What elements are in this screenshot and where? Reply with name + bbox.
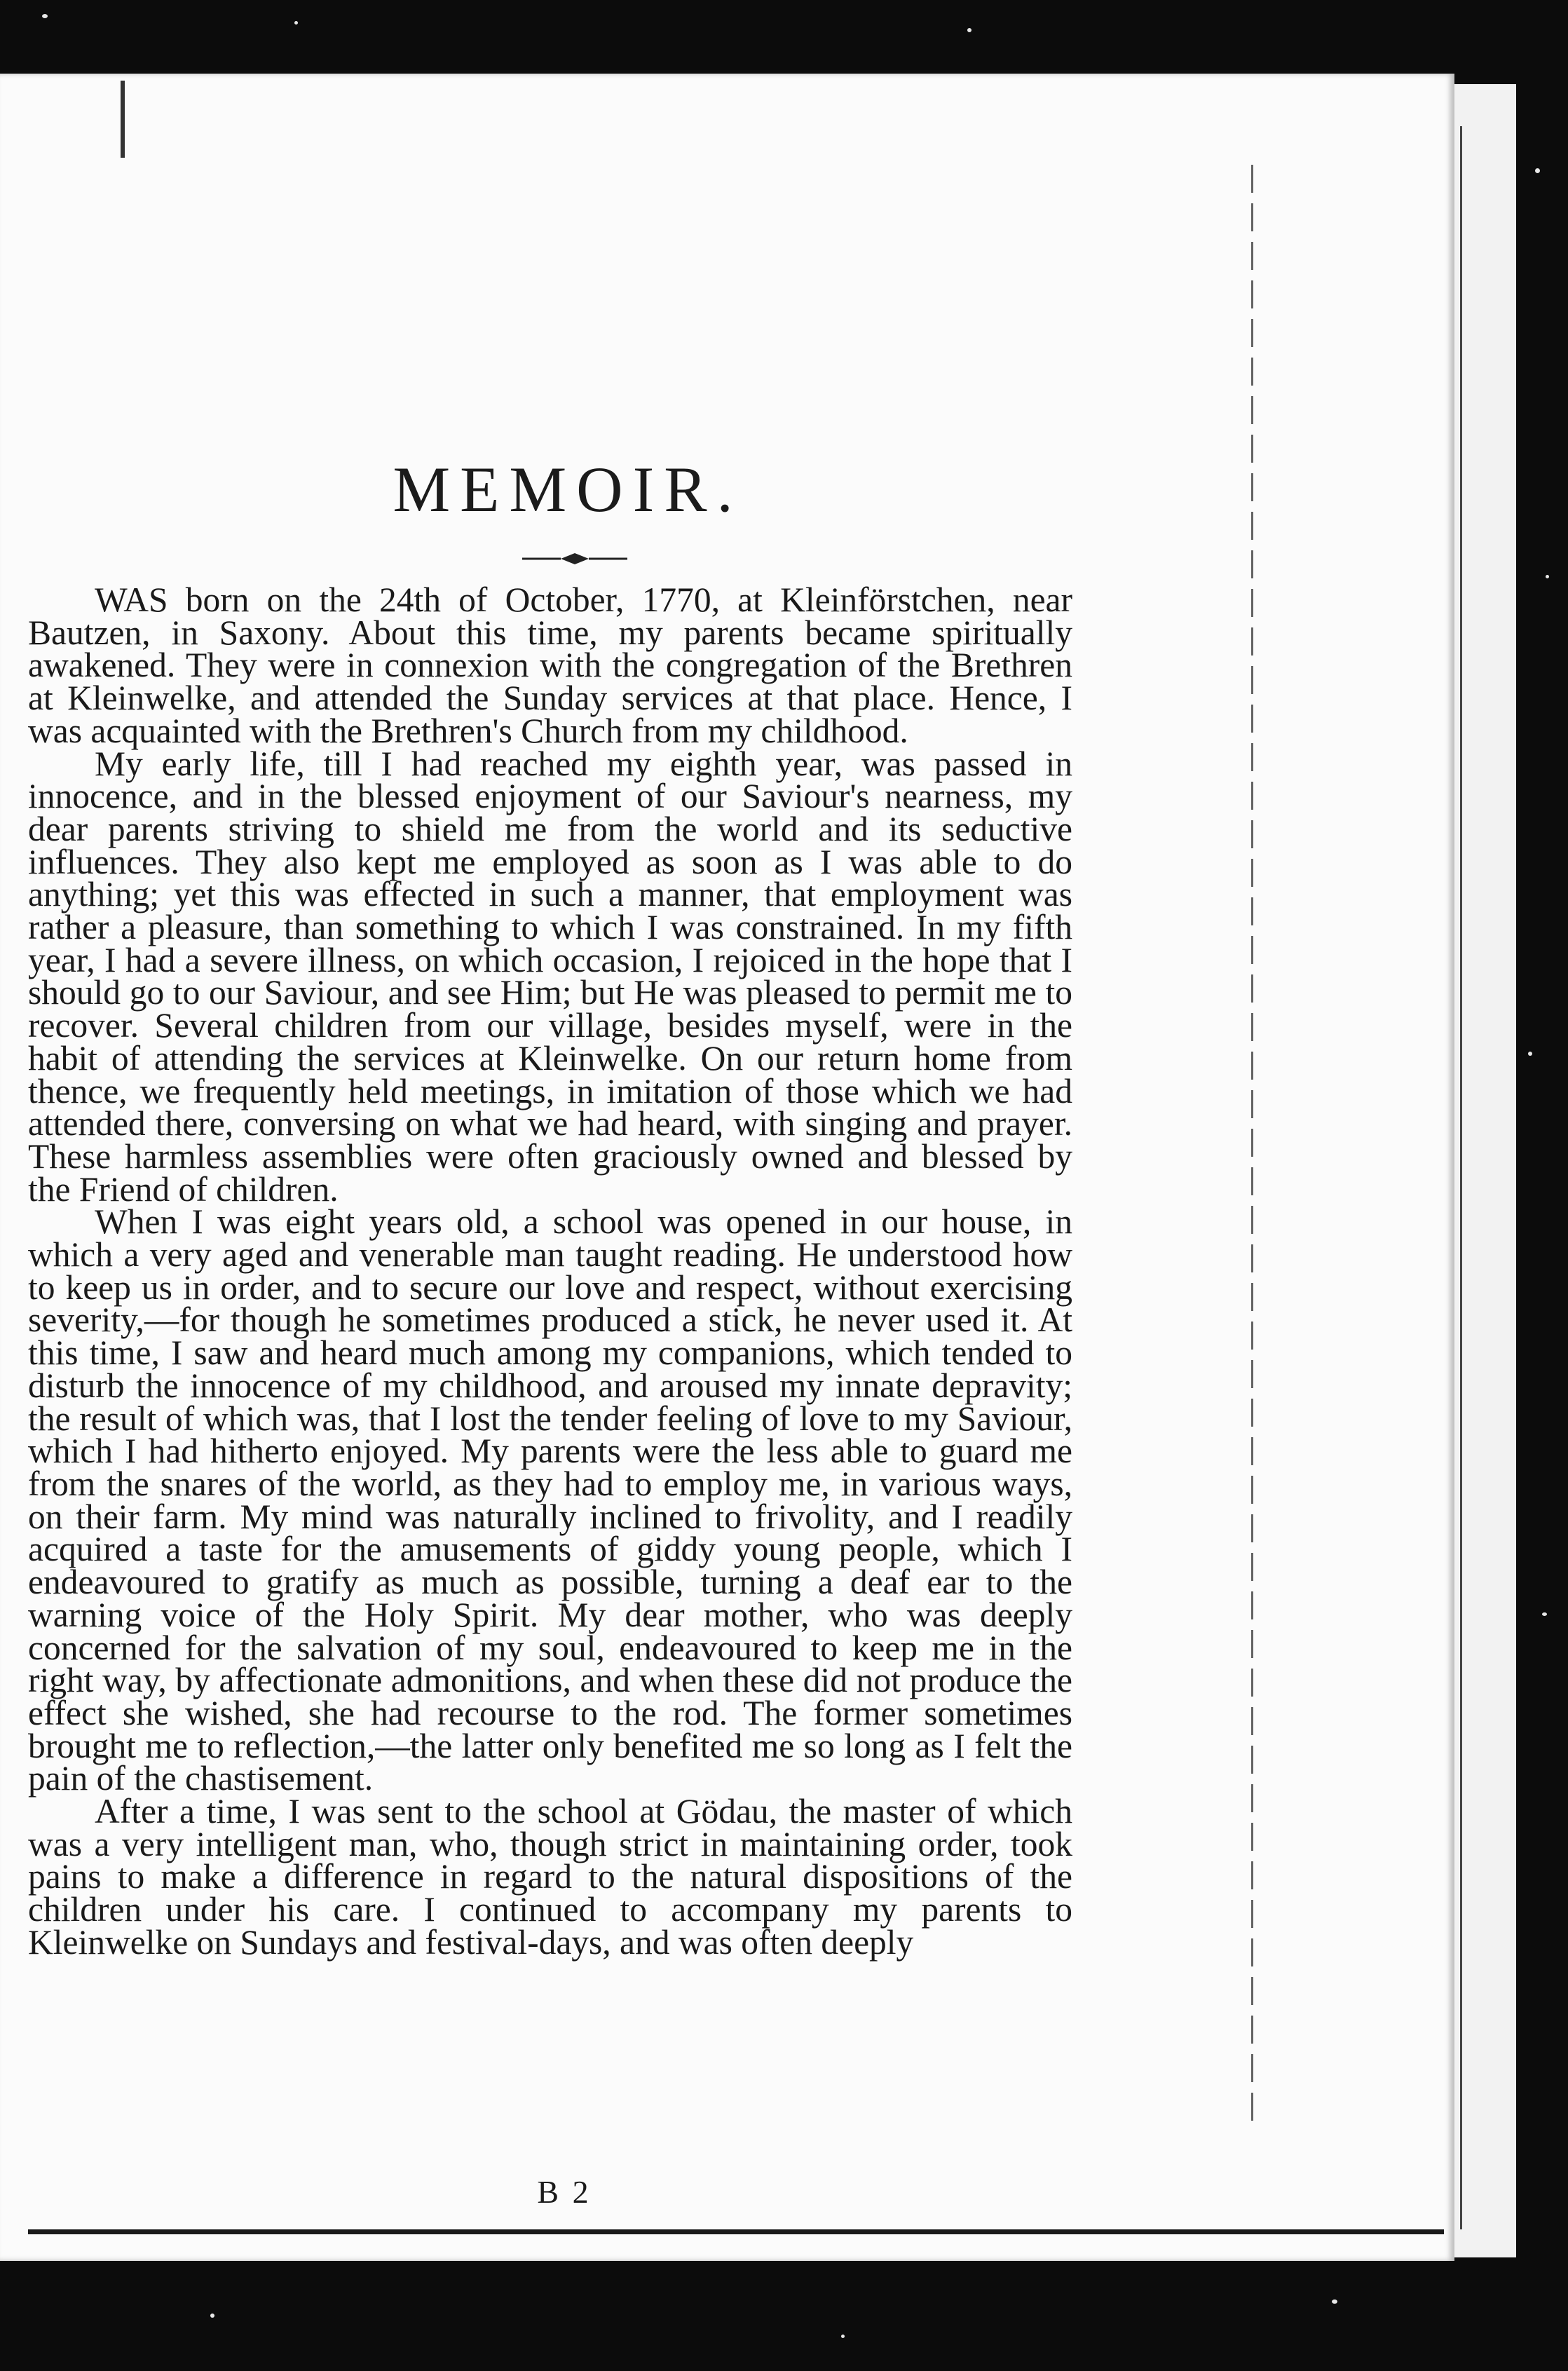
body-text — [28, 580, 1072, 1962]
scan-speck — [1528, 1052, 1532, 1056]
bottom-rule — [28, 2229, 1444, 2234]
scan-speck — [42, 14, 48, 18]
margin-rule — [1251, 165, 1253, 2128]
paragraph: When I was eight years old, a school was opened in our house, in which a very aged and venerable man taught reading. He understood how to keep us in order, and to secure our love and respect, without exercising severity,—for though he sometimes produced a stick, he never used it. At this time, I saw and heard much among my companions, which tended to disturb the innocence of my childhood, and aroused my innate depravity; the result of which was, that I lost the tender feeling of love to my Saviour, which I had hitherto enjoyed. My parents were the less able to guard me from the snares of the world, as they had to employ me, in various ways, on their farm. My mind was naturally inclined to frivolity, and I readily acquired a taste for the amusements of giddy young people, which I endeavoured to gratify as much as possible, turning a deaf ear to the warning voice of the Holy Spirit. My dear mother, who was deeply concerned for the salvation of my soul, endeavoured to keep me in the right way, by affectionate admonitions, and when these did not produce the effect she wished, she had recourse to the rod. The former sometimes brought me to reflection,—the latter only benefited me so long as I felt the pain of the chastisement. — [28, 1202, 1072, 1798]
scan-speck — [1535, 168, 1540, 173]
book-page — [0, 74, 1454, 2261]
scan-mark — [121, 81, 125, 158]
title-ornament-icon — [522, 548, 627, 569]
scan-speck — [967, 28, 972, 32]
scan-speck — [1546, 575, 1549, 578]
scan-speck — [1542, 1612, 1547, 1616]
scan-speck — [1332, 2299, 1337, 2304]
paragraph: WAS born on the 24th of October, 1770, at Kleinförstchen, near Bautzen, in Saxony. About this time, my parents became spiritually awakened. They were in connexion with the congregation of the Brethren at Kleinwelke, and attended the Sunday services at that place. Hence, I was acquainted with the Brethren's Church from my childhood. — [28, 580, 1072, 750]
page-title: MEMOIR. — [393, 454, 743, 525]
scan-speck — [841, 2335, 845, 2338]
paragraph: After a time, I was sent to the school at Gödau, the master of which was a very intelligent man, who, though strict in maintaining order, took pains to make a difference in regard to the natural dispositions of the children under his care. I continued to accompany my parents to Kleinwelke on Sundays and festival-days, and was often deeply — [28, 1792, 1072, 1962]
signature-mark: B 2 — [537, 2174, 592, 2210]
scan-speck — [294, 21, 298, 25]
scan-speck — [210, 2314, 214, 2318]
paragraph: My early life, till I had reached my eighth year, was passed in innocence, and in the blessed enjoyment of our Saviour's nearness, my dear parents striving to shield me from the world and its seductive influences. They also kept me employed as soon as I was able to do anything; yet this was effected in such a manner, that employment was rather a pleasure, than something to which I was constrained. In my fifth year, I had a severe illness, on which occasion, I rejoiced in the hope that I should go to our Saviour, and see Him; but He was pleased to permit me to recover. Several children from our village, besides myself, were in the habit of attending the services at Kleinwelke. On our return home from thence, we frequently held meetings, in imitation of those which we had attended there, conversing on what we had heard, with singing and prayer. These harmless assemblies were often graciously owned and blessed by the Friend of children. — [28, 744, 1072, 1209]
